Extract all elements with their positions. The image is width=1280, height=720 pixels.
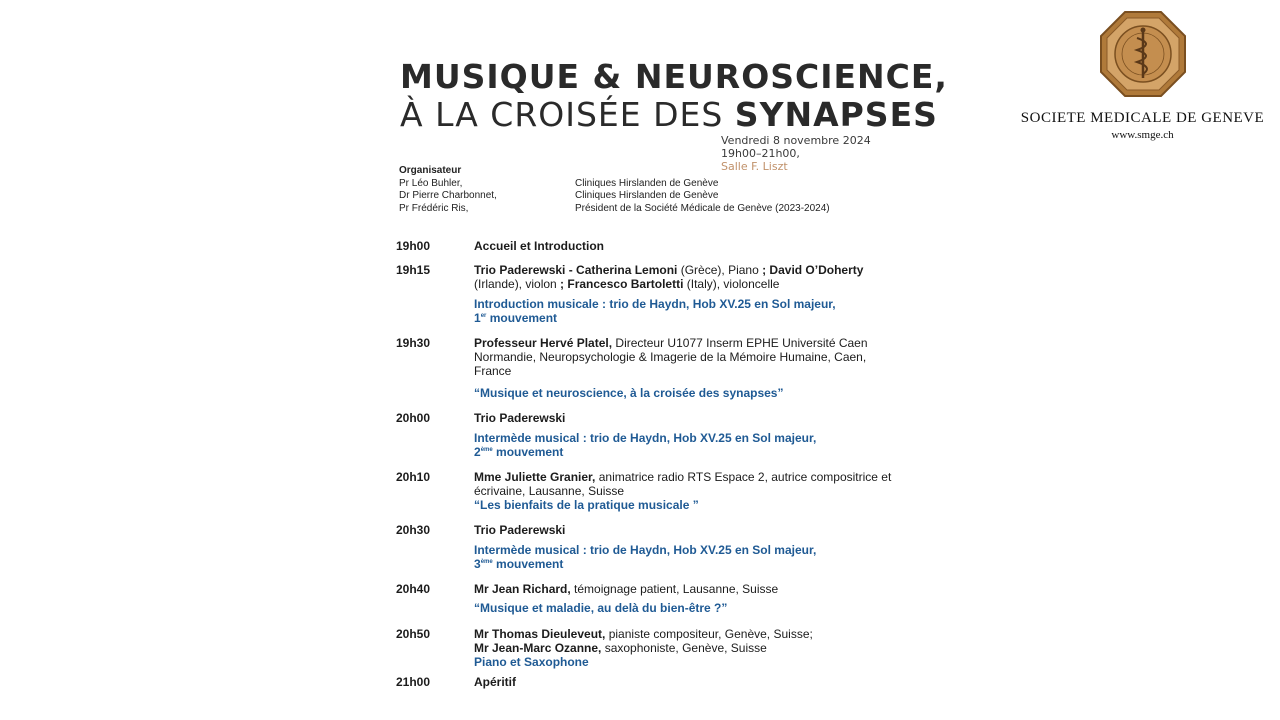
title-line-2 [400,95,938,134]
schedule-time: 20h10 [396,470,431,484]
speaker-text [474,336,896,378]
music-piece-title: Intermède musical : trio de Haydn, Hob XV.25 en Sol majeur, [474,431,817,445]
music-piece [474,543,896,571]
speaker-name: Mr Thomas Dieuleveut, [474,627,606,641]
schedule-time: 19h00 [396,239,431,253]
music-piece [474,431,896,459]
performer-role: (Grèce), Piano [677,263,763,277]
schedule [396,239,896,689]
schedule-item [396,263,896,325]
schedule-item [396,336,896,400]
movement-suffix: ème [480,559,493,565]
music-piece-title: Intermède musical : trio de Haydn, Hob XV.25 en Sol majeur, [474,543,817,557]
speaker-name: Mr Jean-Marc Ozanne, [474,641,602,655]
schedule-time: 21h00 [396,675,431,689]
schedule-item [396,470,896,512]
schedule-item [396,239,896,253]
event-location: Salle F. Liszt [721,160,788,173]
speaker-text [474,641,896,655]
performer-role: (Italy), violoncelle [683,277,780,291]
organizer-affiliation: Cliniques Hirslanden de Genève [575,177,719,189]
society-name: SOCIETE MEDICALE DE GENEVE [1020,110,1265,126]
society-logo-block [1015,10,1270,141]
organizer-row [399,190,830,203]
organizer-name: Dr Pierre Charbonnet, [399,190,497,201]
performer-name: ; Francesco Bartoletti [560,277,684,291]
event-time: 19h00–21h00, [721,147,800,160]
title-line-2-regular: À LA CROISÉE DES [400,95,735,134]
schedule-item [396,582,896,615]
speaker-description: Directeur U1077 Inserm EPHE Université Caen Normandie, Neuropsychologie & Imagerie de la Mémoire Humaine, Caen, France [474,336,868,378]
talk-title: “Musique et neuroscience, à la croisée des synapses” [474,386,784,400]
music-piece-title: Introduction musicale : trio de Haydn, Hob XV.25 en Sol majeur, [474,297,836,311]
schedule-title: Accueil et Introduction [474,239,605,253]
caduceus-seal-icon [1099,10,1187,98]
schedule-item [396,675,896,689]
speaker-text [474,627,896,641]
speaker-name: Mme Juliette Granier, [474,470,596,484]
performer-name: Trio Paderewski - Catherina Lemoni [474,263,678,277]
speaker-text [474,582,896,596]
organizers-block [399,165,830,215]
schedule-item [396,627,896,669]
society-url[interactable]: www.smge.ch [1111,129,1174,141]
speaker-description: pianiste compositeur, Genève, Suisse; [605,627,813,641]
event-date: Vendredi 8 novembre 2024 [721,134,871,147]
speaker-name: Mr Jean Richard, [474,582,571,596]
performer-name: Trio Paderewski [474,411,566,425]
poster-title [400,57,948,134]
performer-name: ; David O’Doherty [762,263,864,277]
organizer-row [399,203,830,216]
movement-number: 2 [474,445,481,459]
performance-title: Piano et Saxophone [474,655,589,669]
movement-number: 1 [474,311,481,325]
schedule-time: 19h15 [396,263,431,277]
schedule-item [396,523,896,571]
schedule-item [396,411,896,459]
movement-label: mouvement [492,557,564,571]
schedule-time: 20h00 [396,411,431,425]
movement-label: mouvement [492,445,564,459]
performer-name: Trio Paderewski [474,523,566,537]
speaker-description: animatrice radio RTS Espace 2, autrice compositrice et écrivaine, Lausanne, Suisse [474,470,892,498]
talk-title: “Les bienfaits de la pratique musicale ” [474,498,699,512]
schedule-title: Apéritif [474,675,516,689]
performer-role: (Irlande), violon [474,277,561,291]
music-piece [474,297,896,325]
performers-text [474,263,896,291]
speaker-text [474,470,896,498]
movement-number: 3 [474,557,481,571]
movement-suffix: er [480,313,487,319]
schedule-time: 20h50 [396,627,431,641]
title-line-2-bold: SYNAPSES [734,95,938,134]
title-line-1: MUSIQUE & NEUROSCIENCE, [400,57,948,96]
schedule-time: 20h30 [396,523,431,537]
movement-label: mouvement [486,311,558,325]
organizer-affiliation: Cliniques Hirslanden de Genève [575,190,719,201]
schedule-time: 19h30 [396,336,431,350]
schedule-time: 20h40 [396,582,431,596]
speaker-description: saxophoniste, Genève, Suisse [601,641,767,655]
speaker-description: témoignage patient, Lausanne, Suisse [570,582,779,596]
movement-suffix: ème [480,447,493,453]
organizers-heading: Organisateur [399,165,462,176]
organizer-name: Pr Frédéric Ris, [399,202,469,214]
organizer-name: Pr Léo Buhler, [399,177,463,189]
talk-title: “Musique et maladie, au delà du bien-être ?” [474,601,728,615]
organizer-affiliation: Président de la Société Médicale de Genève (2023-2024) [575,202,830,214]
speaker-name: Professeur Hervé Platel, [474,336,613,350]
organizer-row [399,178,830,191]
